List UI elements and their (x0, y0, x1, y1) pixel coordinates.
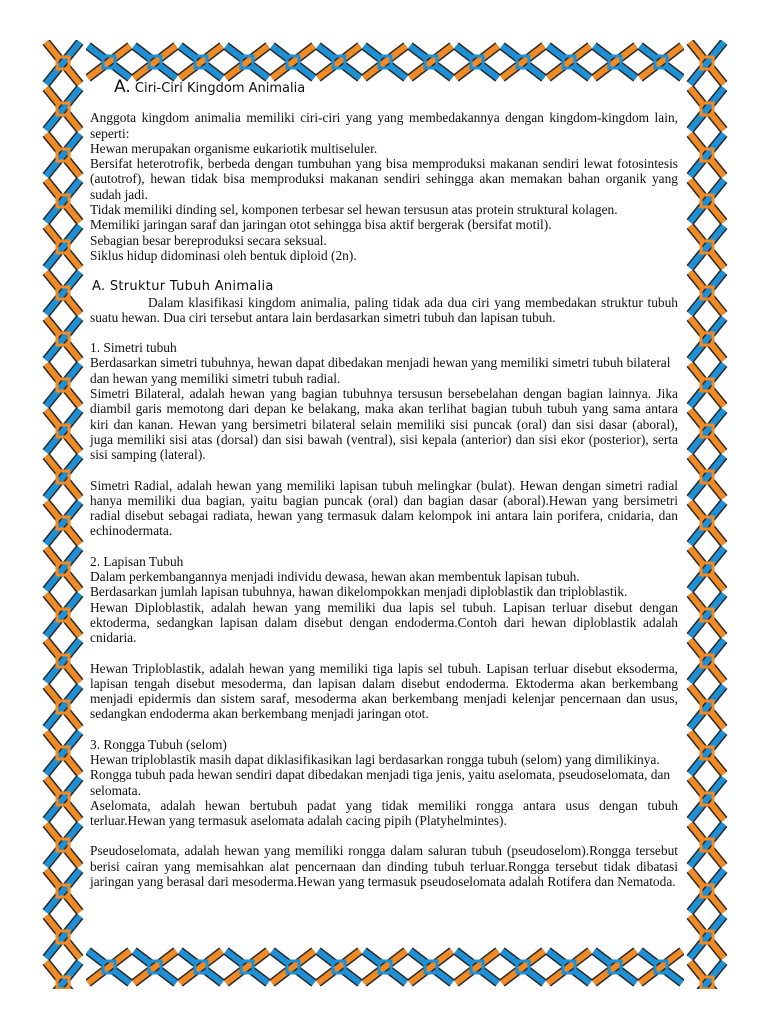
section-b-intro: Dalam klasifikasi kingdom animalia, paling tidak ada dua ciri yang membedakan struktur tubuh suatu hewan. Dua ciri tersebut antara lain berdasarkan simetri tubuh dan lapisan tubuh. (90, 294, 678, 325)
paragraph: Aselomata, adalah hewan bertubuh padat yang tidak memiliki rongga antara usus dengan tubuh terluar.Hewan yang termasuk aselomata adalah cacing pipih (Platyhelmintes). (90, 797, 678, 829)
list-item: Memiliki jaringan saraf dan jaringan otot sehingga bisa aktif bergerak (bersifat motil). (90, 217, 552, 233)
simetri-heading: 1. Simetri tubuh (90, 340, 177, 356)
list-item: Siklus hidup didominasi oleh bentuk diploid (2n). (90, 247, 357, 263)
list-item: Sebagian besar bereproduksi secara seksual. (90, 232, 327, 248)
rongga-heading: 3. Rongga Tubuh (selom) (90, 736, 227, 752)
paragraph: Hewan triploblastik masih dapat diklasifikasikan lagi berdasarkan rongga tubuh (selom) yang dimilikinya. Rongga tubuh pada hewan sendiri dapat dibedakan menjadi tiga jenis, yaitu aselomata, pseudoselomata, dan selomata. (90, 751, 671, 798)
paragraph: Simetri Radial, adalah hewan yang memiliki lapisan tubuh melingkar (bulat). Hewan dengan simetri radial hanya memiliki dua bagian, yaitu bagian puncak (oral) dan bagian dasar (aboral).Hewan yang bersimetri radial disebut sebagai radiata, hewan yang termasuk dalam kelompok ini antara lain porifera, cnidaria, dan echinodermata. (90, 477, 678, 539)
paragraph: Simetri Bilateral, adalah hewan yang bagian tubuhnya tersusun bersebelahan dengan bagian lainnya. Jika diambil garis memotong dari depan ke belakang, maka akan terlihat bagian tubuh tubuh yang sama antara kiri dan kanan. Hewan yang bersimetri bilateral selain memiliki sisi puncak (oral) dan sisi dasar (aboral), juga memiliki sisi atas (dorsal) dan sisi bawah (ventral), sisi kepala (anterior) dan sisi ekor (posterior), serta sisi samping (lateral). (90, 386, 678, 463)
lapisan-heading: 2. Lapisan Tubuh (90, 553, 184, 569)
paragraph: Berdasarkan simetri tubuhnya, hewan dapat dibedakan menjadi hewan yang memiliki simetri tubuh bilateral dan hewan yang memiliki simetri tubuh radial. (90, 355, 671, 386)
decorative-border-top (40, 40, 730, 84)
section-a-heading (114, 77, 678, 97)
paragraph: Pseudoselomata, adalah hewan yang memiliki rongga dalam saluran tubuh (pseudoselom).Rongga tersebut berisi cairan yang memisahkan alat pencernaan dan dinding tubuh terluar.Rongga tersebut tidak dibatasi jaringan yang berasal dari mesoderma.Hewan yang termasuk pseudoselomata adalah Rotifera dan Nematoda. (90, 843, 678, 890)
section-b-heading: A. Struktur Tubuh Animalia (92, 279, 274, 295)
paragraph: Hewan Triploblastik, adalah hewan yang memiliki tiga lapis sel tubuh. Lapisan terluar disebut eksoderma, lapisan tengah disebut mesoderma, dan lapisan dalam disebut endoderma. Ektoderma akan berkembang menjadi epidermis dan sistem saraf, mesoderma akan berkembang menjadi kelenjar pencernaan dan usus, sedangkan endoderma akan berkembang menjadi jaringan otot. (90, 660, 678, 722)
section-a-letter: A. (114, 77, 131, 97)
list-item: Tidak memiliki dinding sel, komponen terbesar sel hewan tersusun atas protein struktural kolagen. (90, 202, 618, 218)
document-body (90, 77, 678, 940)
section-a-intro: Anggota kingdom animalia memiliki ciri-ciri yang yang membedakannya dengan kingdom-kingdom lain, seperti: (90, 110, 678, 141)
decorative-border-bottom (40, 945, 730, 989)
list-item: Hewan merupakan organisme eukariotik multiseluler. (90, 140, 378, 156)
section-a-title: Ciri-Ciri Kingdom Animalia (134, 81, 306, 96)
decorative-border-left (40, 40, 86, 989)
paragraph: Dalam perkembangannya menjadi individu dewasa, hewan akan membentuk lapisan tubuh. (90, 569, 580, 585)
list-item: Bersifat heterotrofik, berbeda dengan tumbuhan yang bisa memproduksi makanan sendiri lewat fotosintesis (autotrof), hewan tidak bisa memproduksi makanan sendiri sehingga akan memakan bahan organik yang sudah jadi. (90, 156, 678, 202)
paragraph: Berdasarkan jumlah lapisan tubuhnya, hawan dikelompokkan menjadi diploblastik dan triploblastik. (90, 584, 628, 600)
decorative-border-right (684, 40, 730, 989)
paragraph: Hewan Diploblastik, adalah hewan yang memiliki dua lapis sel tubuh. Lapisan terluar disebut dengan ektoderma, sedangkan lapisan dalam disebut dengan endoderma.Contoh dari hewan diploblastik adalah cnidaria. (90, 599, 678, 646)
